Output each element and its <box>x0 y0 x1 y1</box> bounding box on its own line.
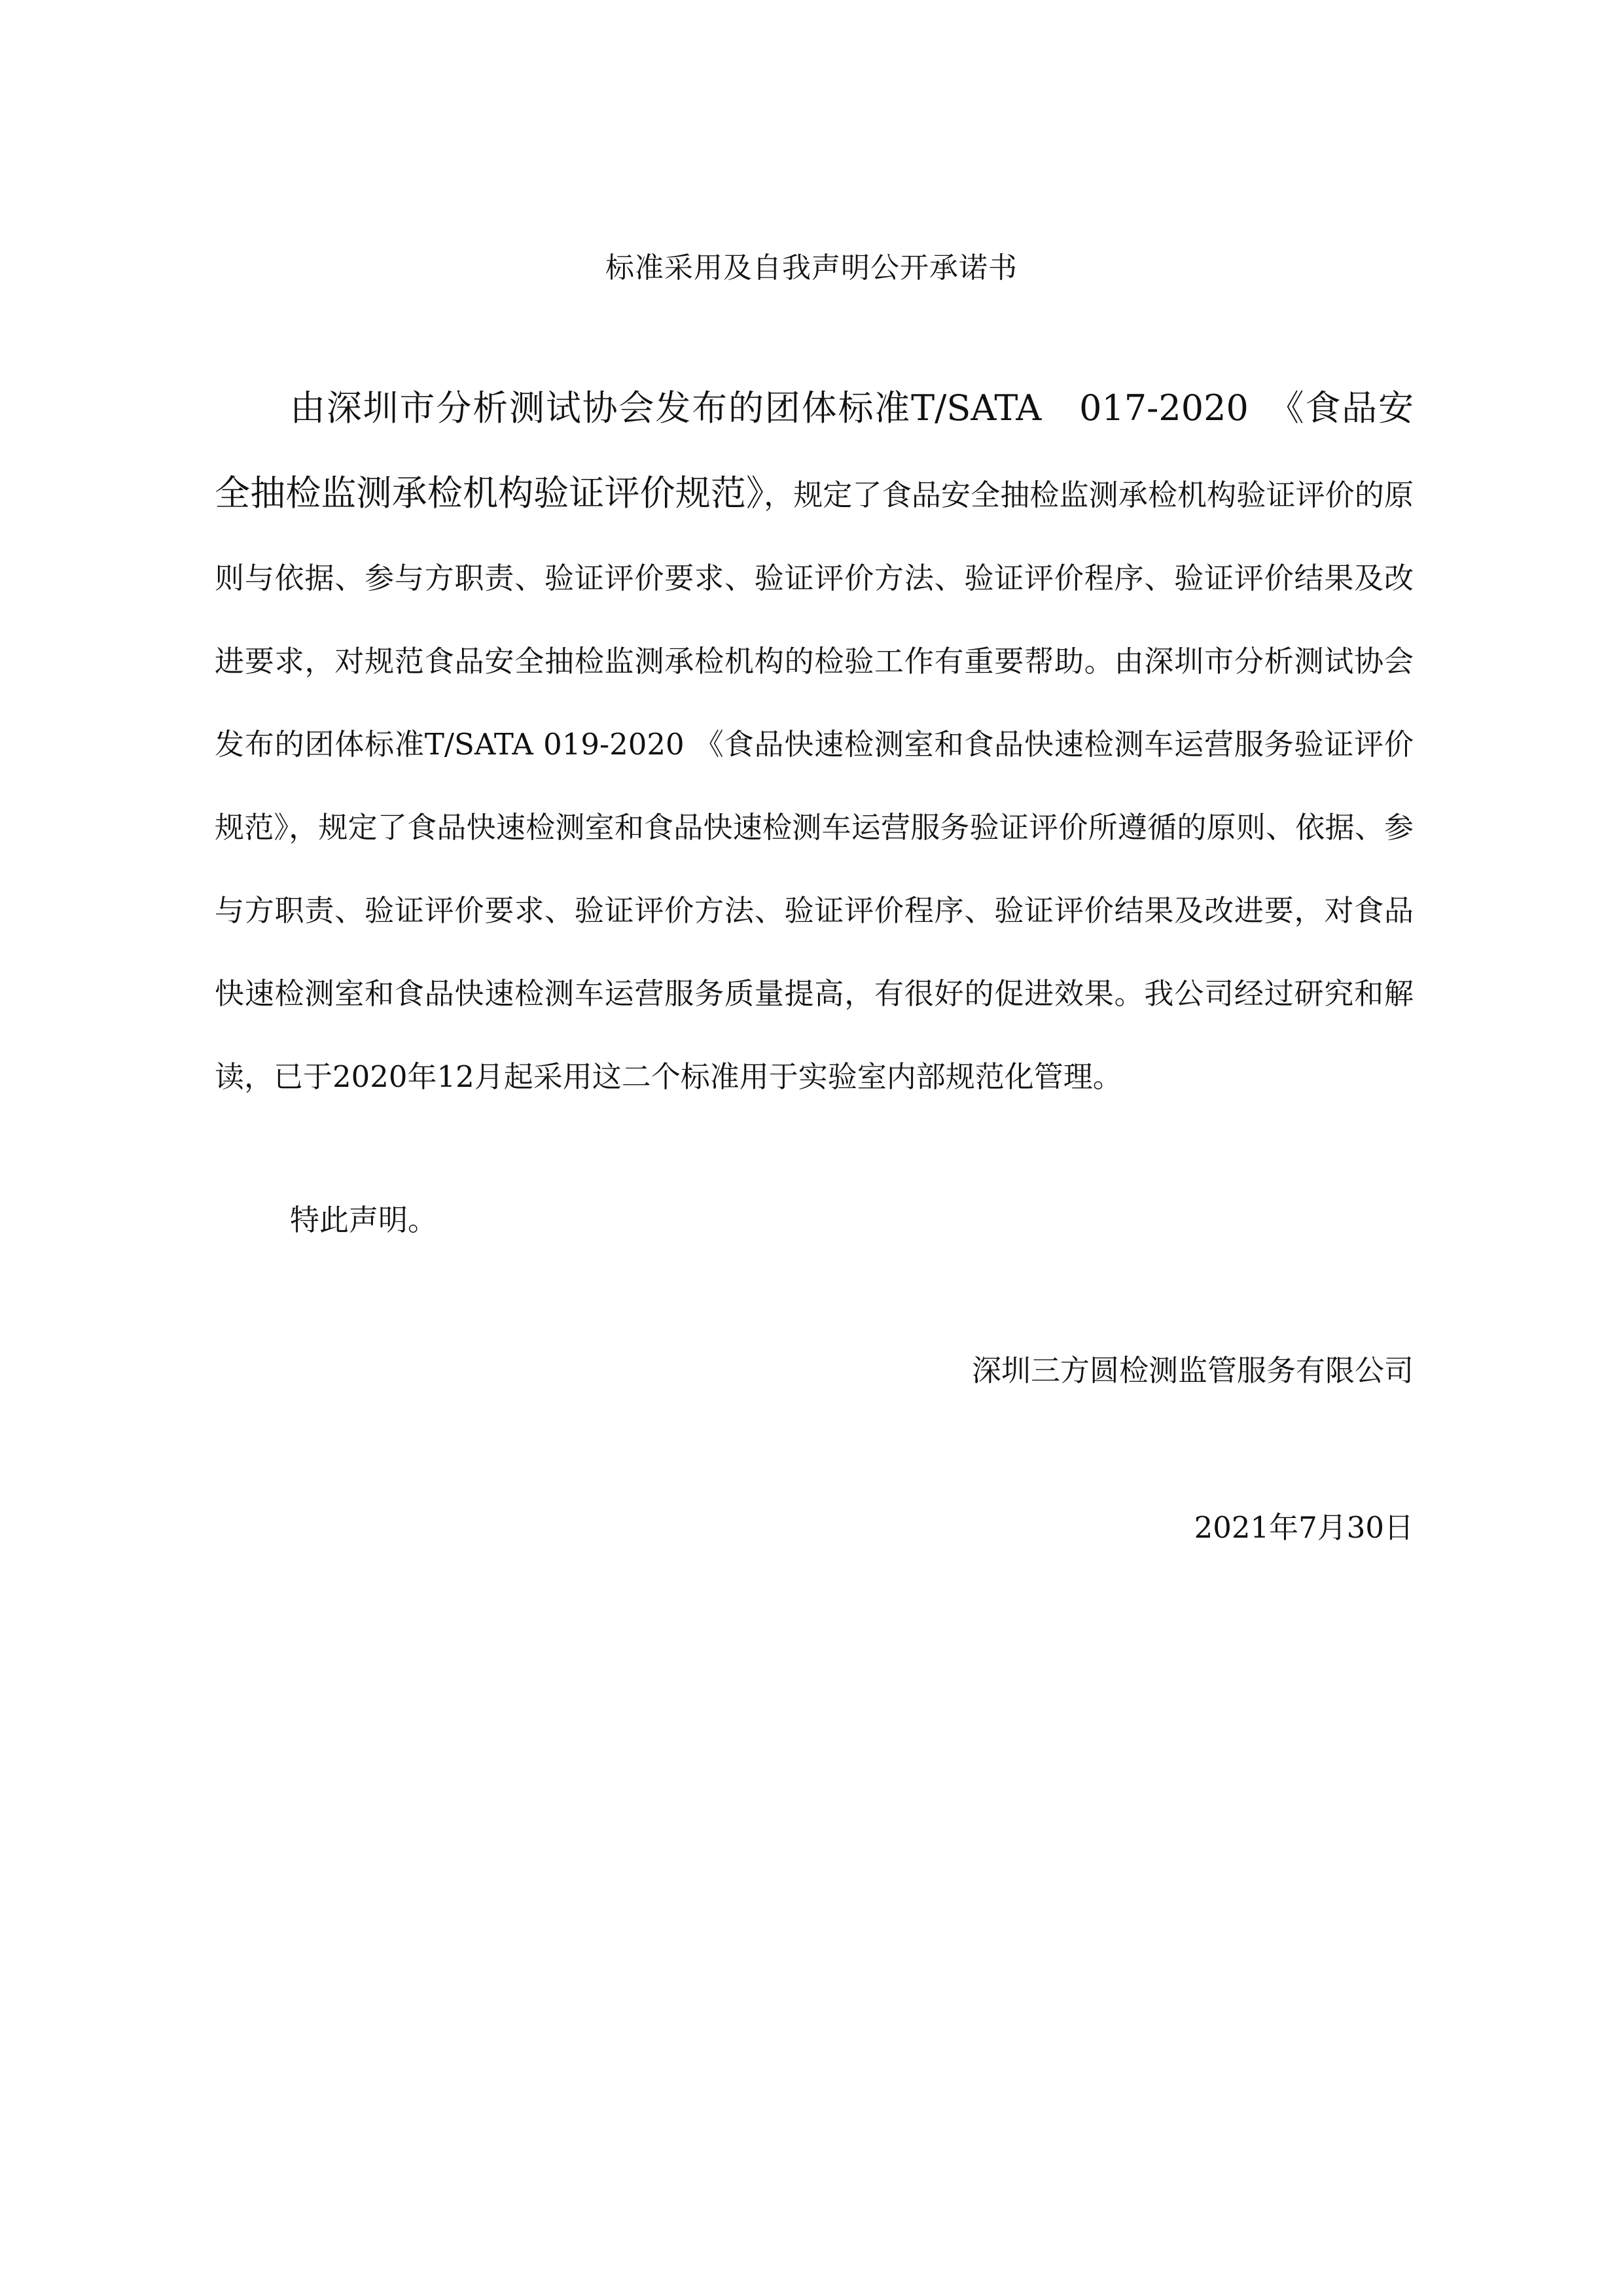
body-segment-standard-intro: 由深圳市分析测试协会发布的团体标准T/SATA 017-2020 《食品安全抽检监测承检机构验证评价规范》 <box>215 387 1414 514</box>
signature-date: 2021年7月30日 <box>1194 1510 1414 1545</box>
company-signature: 深圳三方圆检测监管服务有限公司 <box>971 1353 1414 1388</box>
document-title: 标准采用及自我声明公开承诺书 <box>605 251 1018 285</box>
body-paragraph <box>215 366 1414 1118</box>
declaration-text: 特此声明。 <box>290 1203 438 1237</box>
body-segment-main: ，规定了食品安全抽检监测承检机构验证评价的原则与依据、参与方职责、验证评价要求、验证评价方法、验证评价程序、验证评价结果及改进要求，对规范食品安全抽检监测承检机构的检验工作有重要帮助。由深圳市分析测试协会发布的团体标准T/SATA 019-2020 《食品快速检测室和食品快速检测车运营服务验证评价规范》，规定了食品快速检测室和食品快速检测车运营服务验证评价所遵循的原则、依据、参与方职责、验证评价要求、验证评价方法、验证评价程序、验证评价结果及改进要，对食品快速检测室和食品快速检测车运营服务质量提高，有很好的促进效果。我公司经过研究和解读，已于2020年12月起采用这二个标准用于实验室内部规范化管理。 <box>215 478 1414 1094</box>
